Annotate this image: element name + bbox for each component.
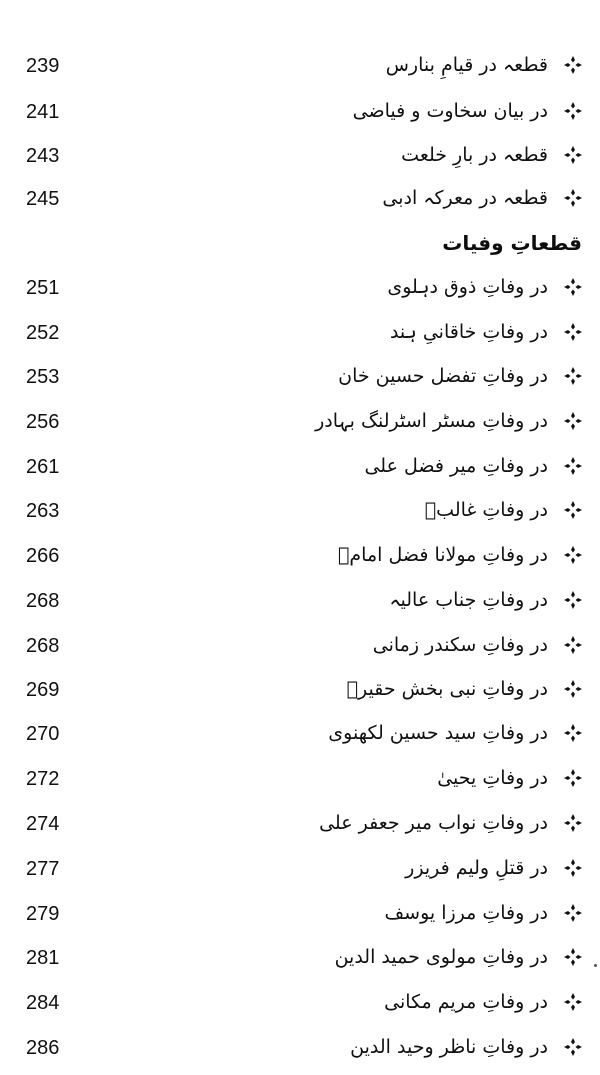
entry-title: در وفاتِ خاقانیِ ہند xyxy=(389,321,548,343)
bullet-icon xyxy=(564,904,582,922)
entry-title: قطعہ در بارِ خلعت xyxy=(401,144,548,166)
toc-entry xyxy=(0,96,600,136)
page-number: 272 xyxy=(26,768,60,790)
bullet-icon xyxy=(564,859,582,877)
entry-title: در وفاتِ سید حسین لکھنوی xyxy=(328,722,548,744)
toc-entry xyxy=(0,674,600,714)
bullet-icon xyxy=(564,501,582,519)
bullet-icon xyxy=(564,102,582,120)
toc-entry xyxy=(0,853,600,893)
bullet-icon xyxy=(564,189,582,207)
bullet-icon xyxy=(564,1038,582,1056)
entry-title: در وفاتِ ذوق دہلوی xyxy=(387,276,548,298)
entry-title: در وفاتِ نبی بخش حقیرؔ xyxy=(346,678,548,700)
bullet-icon xyxy=(564,724,582,742)
toc-entry xyxy=(0,808,600,848)
page-number: 239 xyxy=(26,55,60,77)
page-number: 286 xyxy=(26,1037,60,1059)
entry-title: در وفاتِ ناظر وحید الدین xyxy=(350,1036,548,1058)
toc-entry xyxy=(0,718,600,758)
page-number: 279 xyxy=(26,903,60,925)
entry-title: در وفاتِ سکندر زمانی xyxy=(372,634,548,656)
bullet-icon xyxy=(564,412,582,430)
print-speck xyxy=(594,964,597,967)
toc-entry xyxy=(0,763,600,803)
entry-title: در وفاتِ تفضل حسین خان xyxy=(338,365,548,387)
entry-title: در بیان سخاوت و فیاضی xyxy=(352,100,548,122)
page-number: 284 xyxy=(26,992,60,1014)
bullet-icon xyxy=(564,457,582,475)
page-number: 268 xyxy=(26,590,60,612)
toc-entry xyxy=(0,361,600,401)
toc-entry xyxy=(0,183,600,223)
entry-title: قطعہ در قیامِ بنارس xyxy=(385,54,548,76)
entry-title: در قتلِ ولیم فریزر xyxy=(405,857,548,879)
toc-entry xyxy=(0,540,600,580)
page-number: 268 xyxy=(26,635,60,657)
entry-title: در وفاتِ مولوی حمید الدین xyxy=(334,946,548,968)
page-number: 253 xyxy=(26,366,60,388)
entry-title: در وفاتِ مسٹر اسٹرلنگ بہادر xyxy=(315,410,548,432)
toc-entry xyxy=(0,585,600,625)
page-number: 256 xyxy=(26,411,60,433)
bullet-icon xyxy=(564,769,582,787)
bullet-icon xyxy=(564,56,582,74)
bullet-icon xyxy=(564,636,582,654)
toc-entry xyxy=(0,140,600,180)
page-number: 245 xyxy=(26,188,60,210)
entry-title: در وفاتِ مرزا یوسف xyxy=(384,902,548,924)
bullet-icon xyxy=(564,278,582,296)
entry-title: در وفاتِ غالبؔ xyxy=(424,499,548,521)
toc-entry xyxy=(0,406,600,446)
bullet-icon xyxy=(564,680,582,698)
bullet-icon xyxy=(564,546,582,564)
toc-entry xyxy=(0,942,600,982)
page-number: 243 xyxy=(26,145,60,167)
toc-entry xyxy=(0,987,600,1027)
page-number: 241 xyxy=(26,101,60,123)
entry-title: در وفاتِ میر فضل علی xyxy=(364,455,548,477)
toc-entry xyxy=(0,451,600,491)
page-number: 251 xyxy=(26,277,60,299)
bullet-icon xyxy=(564,323,582,341)
entry-title: در وفاتِ جناب عالیہ xyxy=(389,589,548,611)
entry-title: در وفاتِ نواب میر جعفر علی xyxy=(319,812,548,834)
toc-entry xyxy=(0,50,600,90)
toc-entry xyxy=(0,1032,600,1072)
bullet-icon xyxy=(564,146,582,164)
entry-title: در وفاتِ یحییٰ xyxy=(437,767,548,789)
page-number: 277 xyxy=(26,858,60,880)
toc-entry xyxy=(0,630,600,670)
page-number: 274 xyxy=(26,813,60,835)
toc-entry xyxy=(0,898,600,938)
toc-entry xyxy=(0,272,600,312)
entry-title: قطعہ در معرکہ ادبی xyxy=(382,187,548,209)
page-number: 266 xyxy=(26,545,60,567)
toc-entry xyxy=(0,495,600,535)
page-number: 269 xyxy=(26,679,60,701)
bullet-icon xyxy=(564,367,582,385)
bullet-icon xyxy=(564,993,582,1011)
page-number: 270 xyxy=(26,723,60,745)
page-number: 263 xyxy=(26,500,60,522)
section-heading: قطعاتِ وفیات xyxy=(442,231,582,255)
entry-title: در وفاتِ مریم مکانی xyxy=(384,991,548,1013)
bullet-icon xyxy=(564,948,582,966)
page-number: 252 xyxy=(26,322,60,344)
toc-entry xyxy=(0,317,600,357)
page-number: 281 xyxy=(26,947,60,969)
page-number: 261 xyxy=(26,456,60,478)
bullet-icon xyxy=(564,814,582,832)
bullet-icon xyxy=(564,591,582,609)
entry-title: در وفاتِ مولانا فضل امامؒ xyxy=(338,544,548,566)
